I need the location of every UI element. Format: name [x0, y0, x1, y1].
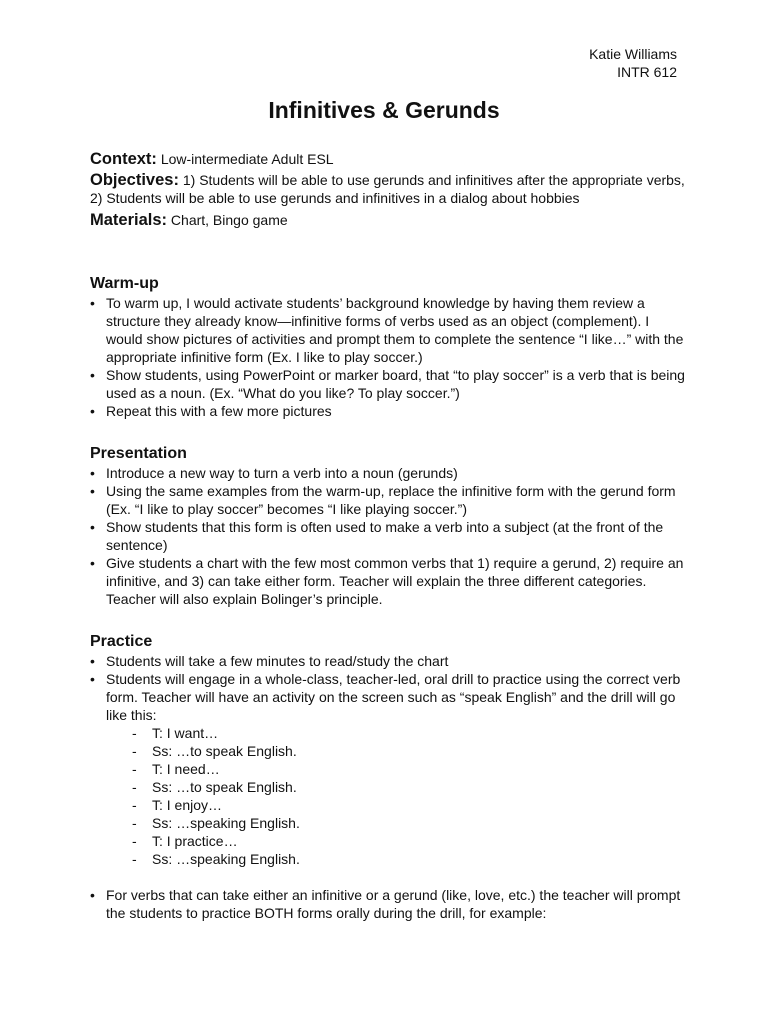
- drill-line: - Ss: …speaking English.: [132, 850, 685, 868]
- presentation-list: [90, 464, 685, 608]
- drill-line: - Ss: …speaking English.: [132, 814, 685, 832]
- drill-line: - T: I enjoy…: [132, 796, 685, 814]
- list-item: • Show students, using PowerPoint or marker board, that “to play soccer” is a verb that is being used as a noun. (Ex. “What do you like? To play soccer.”): [90, 366, 685, 402]
- practice-section: [90, 632, 685, 922]
- materials-label: Materials:: [90, 211, 168, 229]
- materials-line: [90, 211, 685, 229]
- materials-value: Chart, Bingo game: [170, 212, 288, 228]
- practice-list-continued: [90, 886, 685, 922]
- objectives-line: [90, 171, 685, 207]
- course-code: INTR 612: [617, 64, 677, 80]
- list-item: • For verbs that can take either an infinitive or a gerund (like, love, etc.) the teacher will prompt the students to practice BOTH forms orally during the drill, for example:: [90, 886, 685, 922]
- list-item: • To warm up, I would activate students’ background knowledge by having them review a structure they already know—infinitive forms of verbs used as an object (complement). I would show pictures of activities and prompt them to complete the sentence “I like…” with the appropriate infinitive form (Ex. I like to play soccer.): [90, 294, 685, 366]
- warmup-heading: Warm-up: [90, 275, 159, 292]
- page-title: Infinitives & Gerunds: [268, 97, 500, 123]
- drill-line: - T: I want…: [132, 724, 685, 742]
- objectives-label: Objectives:: [90, 171, 179, 189]
- context-value: Low-intermediate Adult ESL: [160, 151, 334, 167]
- drill-line: - Ss: …to speak English.: [132, 742, 685, 760]
- objectives-value: 1) Students will be able to use gerunds and infinitives after the appropriate verbs, 2) Students will be able to use gerunds and infinitives in a dialog about hobbies: [90, 172, 685, 206]
- practice-list: [90, 652, 685, 724]
- warmup-list: [90, 294, 685, 420]
- drill-list: [90, 724, 685, 868]
- practice-heading: Practice: [90, 633, 153, 650]
- list-item: • Using the same examples from the warm-up, replace the infinitive form with the gerund form (Ex. “I like to play soccer” becomes “I like playing soccer.”): [90, 482, 685, 518]
- author-block: [589, 45, 677, 81]
- warmup-section: [90, 274, 685, 420]
- list-item: • Students will engage in a whole-class, teacher-led, oral drill to practice using the correct verb form. Teacher will have an activity on the screen such as “speak English” and the drill will go like this:: [90, 670, 685, 724]
- list-item: • Repeat this with a few more pictures: [90, 402, 685, 420]
- list-item: • Show students that this form is often used to make a verb into a subject (at the front of the sentence): [90, 518, 685, 554]
- list-item: • Introduce a new way to turn a verb into a noun (gerunds): [90, 464, 685, 482]
- lesson-meta: [90, 150, 685, 229]
- drill-line: - T: I need…: [132, 760, 685, 778]
- drill-line: - Ss: …to speak English.: [132, 778, 685, 796]
- context-line: [90, 150, 685, 168]
- list-item: • Students will take a few minutes to read/study the chart: [90, 652, 685, 670]
- presentation-heading: Presentation: [90, 445, 187, 462]
- author-name: Katie Williams: [589, 46, 677, 62]
- context-label: Context:: [90, 150, 157, 168]
- list-item: • Give students a chart with the few most common verbs that 1) require a gerund, 2) require an infinitive, and 3) can take either form. Teacher will explain the three different categories. Teacher will also explain Bolinger’s principle.: [90, 554, 685, 608]
- drill-line: - T: I practice…: [132, 832, 685, 850]
- presentation-section: [90, 444, 685, 608]
